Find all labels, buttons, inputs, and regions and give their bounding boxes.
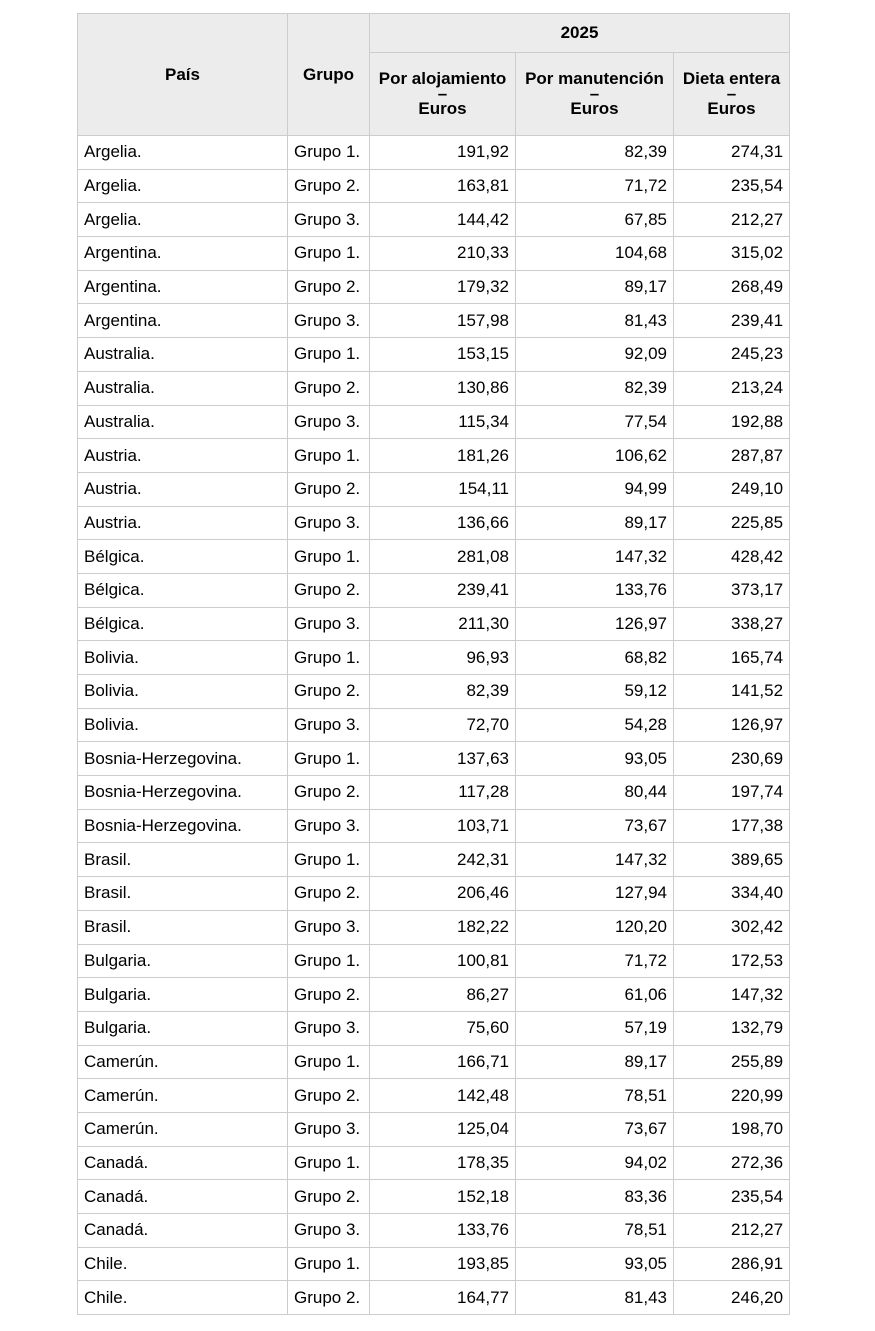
lodging-cell: 163,81 xyxy=(370,169,516,203)
lodging-cell: 191,92 xyxy=(370,136,516,170)
full-cell: 132,79 xyxy=(674,1011,790,1045)
maintenance-cell: 67,85 xyxy=(516,203,674,237)
full-cell: 147,32 xyxy=(674,978,790,1012)
full-cell: 141,52 xyxy=(674,675,790,709)
table-row xyxy=(78,540,790,574)
header-lodging-label: Por alojamiento xyxy=(378,69,507,88)
lodging-cell: 130,86 xyxy=(370,371,516,405)
lodging-cell: 144,42 xyxy=(370,203,516,237)
full-cell: 165,74 xyxy=(674,641,790,675)
lodging-cell: 117,28 xyxy=(370,776,516,810)
full-cell: 172,53 xyxy=(674,944,790,978)
table-row xyxy=(78,1247,790,1281)
lodging-cell: 179,32 xyxy=(370,270,516,304)
country-cell: Canadá. xyxy=(78,1180,288,1214)
lodging-cell: 181,26 xyxy=(370,439,516,473)
group-cell: Grupo 2. xyxy=(288,675,370,709)
table-row xyxy=(78,1180,790,1214)
maintenance-cell: 104,68 xyxy=(516,237,674,271)
table-body xyxy=(78,136,790,1315)
maintenance-cell: 93,05 xyxy=(516,742,674,776)
lodging-cell: 206,46 xyxy=(370,877,516,911)
maintenance-cell: 94,99 xyxy=(516,472,674,506)
maintenance-cell: 92,09 xyxy=(516,338,674,372)
maintenance-cell: 120,20 xyxy=(516,910,674,944)
lodging-cell: 137,63 xyxy=(370,742,516,776)
country-cell: Australia. xyxy=(78,405,288,439)
table-row xyxy=(78,944,790,978)
country-cell: Argentina. xyxy=(78,270,288,304)
group-cell: Grupo 1. xyxy=(288,1045,370,1079)
lodging-cell: 152,18 xyxy=(370,1180,516,1214)
lodging-cell: 154,11 xyxy=(370,472,516,506)
maintenance-cell: 82,39 xyxy=(516,371,674,405)
header-full-unit: Euros xyxy=(707,99,756,118)
full-cell: 213,24 xyxy=(674,371,790,405)
country-cell: Bolivia. xyxy=(78,708,288,742)
group-cell: Grupo 2. xyxy=(288,169,370,203)
header-lodging-dash: – xyxy=(437,84,448,103)
country-cell: Bulgaria. xyxy=(78,978,288,1012)
table-row xyxy=(78,1045,790,1079)
lodging-cell: 86,27 xyxy=(370,978,516,1012)
country-cell: Bélgica. xyxy=(78,573,288,607)
maintenance-cell: 80,44 xyxy=(516,776,674,810)
table-row xyxy=(78,338,790,372)
maintenance-cell: 59,12 xyxy=(516,675,674,709)
country-cell: Bulgaria. xyxy=(78,1011,288,1045)
lodging-cell: 115,34 xyxy=(370,405,516,439)
table-row xyxy=(78,506,790,540)
full-cell: 245,23 xyxy=(674,338,790,372)
lodging-cell: 239,41 xyxy=(370,573,516,607)
group-cell: Grupo 2. xyxy=(288,270,370,304)
group-cell: Grupo 3. xyxy=(288,304,370,338)
header-full-label: Dieta entera xyxy=(682,69,781,88)
country-cell: Camerún. xyxy=(78,1079,288,1113)
full-cell: 373,17 xyxy=(674,573,790,607)
country-cell: Canadá. xyxy=(78,1214,288,1248)
table-row xyxy=(78,1214,790,1248)
country-cell: Bolivia. xyxy=(78,641,288,675)
table-row xyxy=(78,472,790,506)
lodging-cell: 210,33 xyxy=(370,237,516,271)
lodging-cell: 136,66 xyxy=(370,506,516,540)
full-cell: 389,65 xyxy=(674,843,790,877)
country-cell: Argelia. xyxy=(78,203,288,237)
country-cell: Bélgica. xyxy=(78,540,288,574)
table-row xyxy=(78,809,790,843)
full-cell: 235,54 xyxy=(674,169,790,203)
country-cell: Bosnia-Herzegovina. xyxy=(78,776,288,810)
maintenance-cell: 89,17 xyxy=(516,1045,674,1079)
maintenance-cell: 82,39 xyxy=(516,136,674,170)
table-row xyxy=(78,877,790,911)
header-group: Grupo xyxy=(288,14,370,136)
table-row xyxy=(78,1112,790,1146)
table-row xyxy=(78,405,790,439)
maintenance-cell: 54,28 xyxy=(516,708,674,742)
lodging-cell: 75,60 xyxy=(370,1011,516,1045)
country-cell: Australia. xyxy=(78,371,288,405)
maintenance-cell: 147,32 xyxy=(516,843,674,877)
group-cell: Grupo 2. xyxy=(288,371,370,405)
table-row xyxy=(78,607,790,641)
country-cell: Argelia. xyxy=(78,169,288,203)
group-cell: Grupo 2. xyxy=(288,1281,370,1315)
group-cell: Grupo 2. xyxy=(288,573,370,607)
group-cell: Grupo 1. xyxy=(288,742,370,776)
group-cell: Grupo 2. xyxy=(288,877,370,911)
country-cell: Argentina. xyxy=(78,304,288,338)
lodging-cell: 125,04 xyxy=(370,1112,516,1146)
table-row xyxy=(78,304,790,338)
table-row xyxy=(78,675,790,709)
table-row xyxy=(78,136,790,170)
table-row xyxy=(78,1281,790,1315)
full-cell: 338,27 xyxy=(674,607,790,641)
maintenance-cell: 73,67 xyxy=(516,809,674,843)
country-cell: Bosnia-Herzegovina. xyxy=(78,809,288,843)
full-cell: 246,20 xyxy=(674,1281,790,1315)
lodging-cell: 166,71 xyxy=(370,1045,516,1079)
table-row xyxy=(78,708,790,742)
table-row xyxy=(78,742,790,776)
maintenance-cell: 77,54 xyxy=(516,405,674,439)
maintenance-cell: 78,51 xyxy=(516,1079,674,1113)
table-row xyxy=(78,1146,790,1180)
country-cell: Chile. xyxy=(78,1281,288,1315)
group-cell: Grupo 2. xyxy=(288,472,370,506)
lodging-cell: 96,93 xyxy=(370,641,516,675)
country-cell: Bulgaria. xyxy=(78,944,288,978)
group-cell: Grupo 2. xyxy=(288,978,370,1012)
maintenance-cell: 61,06 xyxy=(516,978,674,1012)
full-cell: 198,70 xyxy=(674,1112,790,1146)
group-cell: Grupo 1. xyxy=(288,1247,370,1281)
lodging-cell: 133,76 xyxy=(370,1214,516,1248)
lodging-cell: 153,15 xyxy=(370,338,516,372)
country-cell: Austria. xyxy=(78,439,288,473)
country-cell: Bolivia. xyxy=(78,675,288,709)
full-cell: 212,27 xyxy=(674,1214,790,1248)
table-row xyxy=(78,573,790,607)
table-row xyxy=(78,843,790,877)
maintenance-cell: 68,82 xyxy=(516,641,674,675)
country-cell: Australia. xyxy=(78,338,288,372)
lodging-cell: 157,98 xyxy=(370,304,516,338)
header-maintenance-dash: – xyxy=(589,84,600,103)
full-cell: 274,31 xyxy=(674,136,790,170)
full-cell: 239,41 xyxy=(674,304,790,338)
lodging-cell: 142,48 xyxy=(370,1079,516,1113)
country-cell: Brasil. xyxy=(78,843,288,877)
maintenance-cell: 73,67 xyxy=(516,1112,674,1146)
group-cell: Grupo 2. xyxy=(288,776,370,810)
group-cell: Grupo 3. xyxy=(288,405,370,439)
group-cell: Grupo 1. xyxy=(288,843,370,877)
table-row xyxy=(78,641,790,675)
table-row xyxy=(78,237,790,271)
maintenance-cell: 71,72 xyxy=(516,944,674,978)
maintenance-cell: 127,94 xyxy=(516,877,674,911)
maintenance-cell: 147,32 xyxy=(516,540,674,574)
lodging-cell: 281,08 xyxy=(370,540,516,574)
maintenance-cell: 133,76 xyxy=(516,573,674,607)
group-cell: Grupo 3. xyxy=(288,506,370,540)
country-cell: Bosnia-Herzegovina. xyxy=(78,742,288,776)
group-cell: Grupo 3. xyxy=(288,1112,370,1146)
header-maintenance xyxy=(516,53,674,136)
group-cell: Grupo 1. xyxy=(288,540,370,574)
group-cell: Grupo 3. xyxy=(288,708,370,742)
full-cell: 334,40 xyxy=(674,877,790,911)
lodging-cell: 72,70 xyxy=(370,708,516,742)
full-cell: 177,38 xyxy=(674,809,790,843)
full-cell: 197,74 xyxy=(674,776,790,810)
group-cell: Grupo 3. xyxy=(288,203,370,237)
lodging-cell: 193,85 xyxy=(370,1247,516,1281)
table-row xyxy=(78,910,790,944)
full-cell: 212,27 xyxy=(674,203,790,237)
group-cell: Grupo 3. xyxy=(288,1011,370,1045)
header-lodging xyxy=(370,53,516,136)
full-cell: 230,69 xyxy=(674,742,790,776)
allowance-table xyxy=(77,13,790,1315)
country-cell: Camerún. xyxy=(78,1112,288,1146)
table-row xyxy=(78,270,790,304)
full-cell: 268,49 xyxy=(674,270,790,304)
table-row xyxy=(78,776,790,810)
lodging-cell: 178,35 xyxy=(370,1146,516,1180)
group-cell: Grupo 3. xyxy=(288,809,370,843)
group-cell: Grupo 2. xyxy=(288,1079,370,1113)
maintenance-cell: 83,36 xyxy=(516,1180,674,1214)
country-cell: Canadá. xyxy=(78,1146,288,1180)
header-year: 2025 xyxy=(370,14,790,53)
header-full-dash: – xyxy=(726,84,737,103)
table-row xyxy=(78,169,790,203)
header-country: País xyxy=(78,14,288,136)
full-cell: 272,36 xyxy=(674,1146,790,1180)
table-row xyxy=(78,978,790,1012)
country-cell: Austria. xyxy=(78,472,288,506)
full-cell: 315,02 xyxy=(674,237,790,271)
full-cell: 235,54 xyxy=(674,1180,790,1214)
maintenance-cell: 89,17 xyxy=(516,506,674,540)
full-cell: 286,91 xyxy=(674,1247,790,1281)
lodging-cell: 164,77 xyxy=(370,1281,516,1315)
group-cell: Grupo 2. xyxy=(288,1180,370,1214)
group-cell: Grupo 1. xyxy=(288,641,370,675)
full-cell: 220,99 xyxy=(674,1079,790,1113)
lodging-cell: 242,31 xyxy=(370,843,516,877)
group-cell: Grupo 1. xyxy=(288,136,370,170)
full-cell: 287,87 xyxy=(674,439,790,473)
group-cell: Grupo 3. xyxy=(288,607,370,641)
maintenance-cell: 81,43 xyxy=(516,304,674,338)
header-full xyxy=(674,53,790,136)
maintenance-cell: 89,17 xyxy=(516,270,674,304)
table-row xyxy=(78,203,790,237)
header-maintenance-label: Por manutención xyxy=(525,69,664,88)
maintenance-cell: 106,62 xyxy=(516,439,674,473)
group-cell: Grupo 1. xyxy=(288,439,370,473)
group-cell: Grupo 1. xyxy=(288,237,370,271)
full-cell: 192,88 xyxy=(674,405,790,439)
group-cell: Grupo 3. xyxy=(288,910,370,944)
full-cell: 255,89 xyxy=(674,1045,790,1079)
header-lodging-unit: Euros xyxy=(418,99,467,118)
table-row xyxy=(78,1011,790,1045)
table-row xyxy=(78,1079,790,1113)
header-maintenance-unit: Euros xyxy=(570,99,619,118)
full-cell: 225,85 xyxy=(674,506,790,540)
lodging-cell: 211,30 xyxy=(370,607,516,641)
country-cell: Chile. xyxy=(78,1247,288,1281)
country-cell: Brasil. xyxy=(78,877,288,911)
lodging-cell: 100,81 xyxy=(370,944,516,978)
country-cell: Brasil. xyxy=(78,910,288,944)
maintenance-cell: 78,51 xyxy=(516,1214,674,1248)
country-cell: Argelia. xyxy=(78,136,288,170)
country-cell: Camerún. xyxy=(78,1045,288,1079)
maintenance-cell: 57,19 xyxy=(516,1011,674,1045)
lodging-cell: 182,22 xyxy=(370,910,516,944)
group-cell: Grupo 1. xyxy=(288,1146,370,1180)
lodging-cell: 103,71 xyxy=(370,809,516,843)
group-cell: Grupo 1. xyxy=(288,944,370,978)
lodging-cell: 82,39 xyxy=(370,675,516,709)
maintenance-cell: 94,02 xyxy=(516,1146,674,1180)
full-cell: 126,97 xyxy=(674,708,790,742)
table-row xyxy=(78,371,790,405)
full-cell: 302,42 xyxy=(674,910,790,944)
country-cell: Argentina. xyxy=(78,237,288,271)
maintenance-cell: 71,72 xyxy=(516,169,674,203)
maintenance-cell: 93,05 xyxy=(516,1247,674,1281)
group-cell: Grupo 1. xyxy=(288,338,370,372)
table-row xyxy=(78,439,790,473)
group-cell: Grupo 3. xyxy=(288,1214,370,1248)
full-cell: 249,10 xyxy=(674,472,790,506)
country-cell: Austria. xyxy=(78,506,288,540)
country-cell: Bélgica. xyxy=(78,607,288,641)
maintenance-cell: 81,43 xyxy=(516,1281,674,1315)
maintenance-cell: 126,97 xyxy=(516,607,674,641)
full-cell: 428,42 xyxy=(674,540,790,574)
